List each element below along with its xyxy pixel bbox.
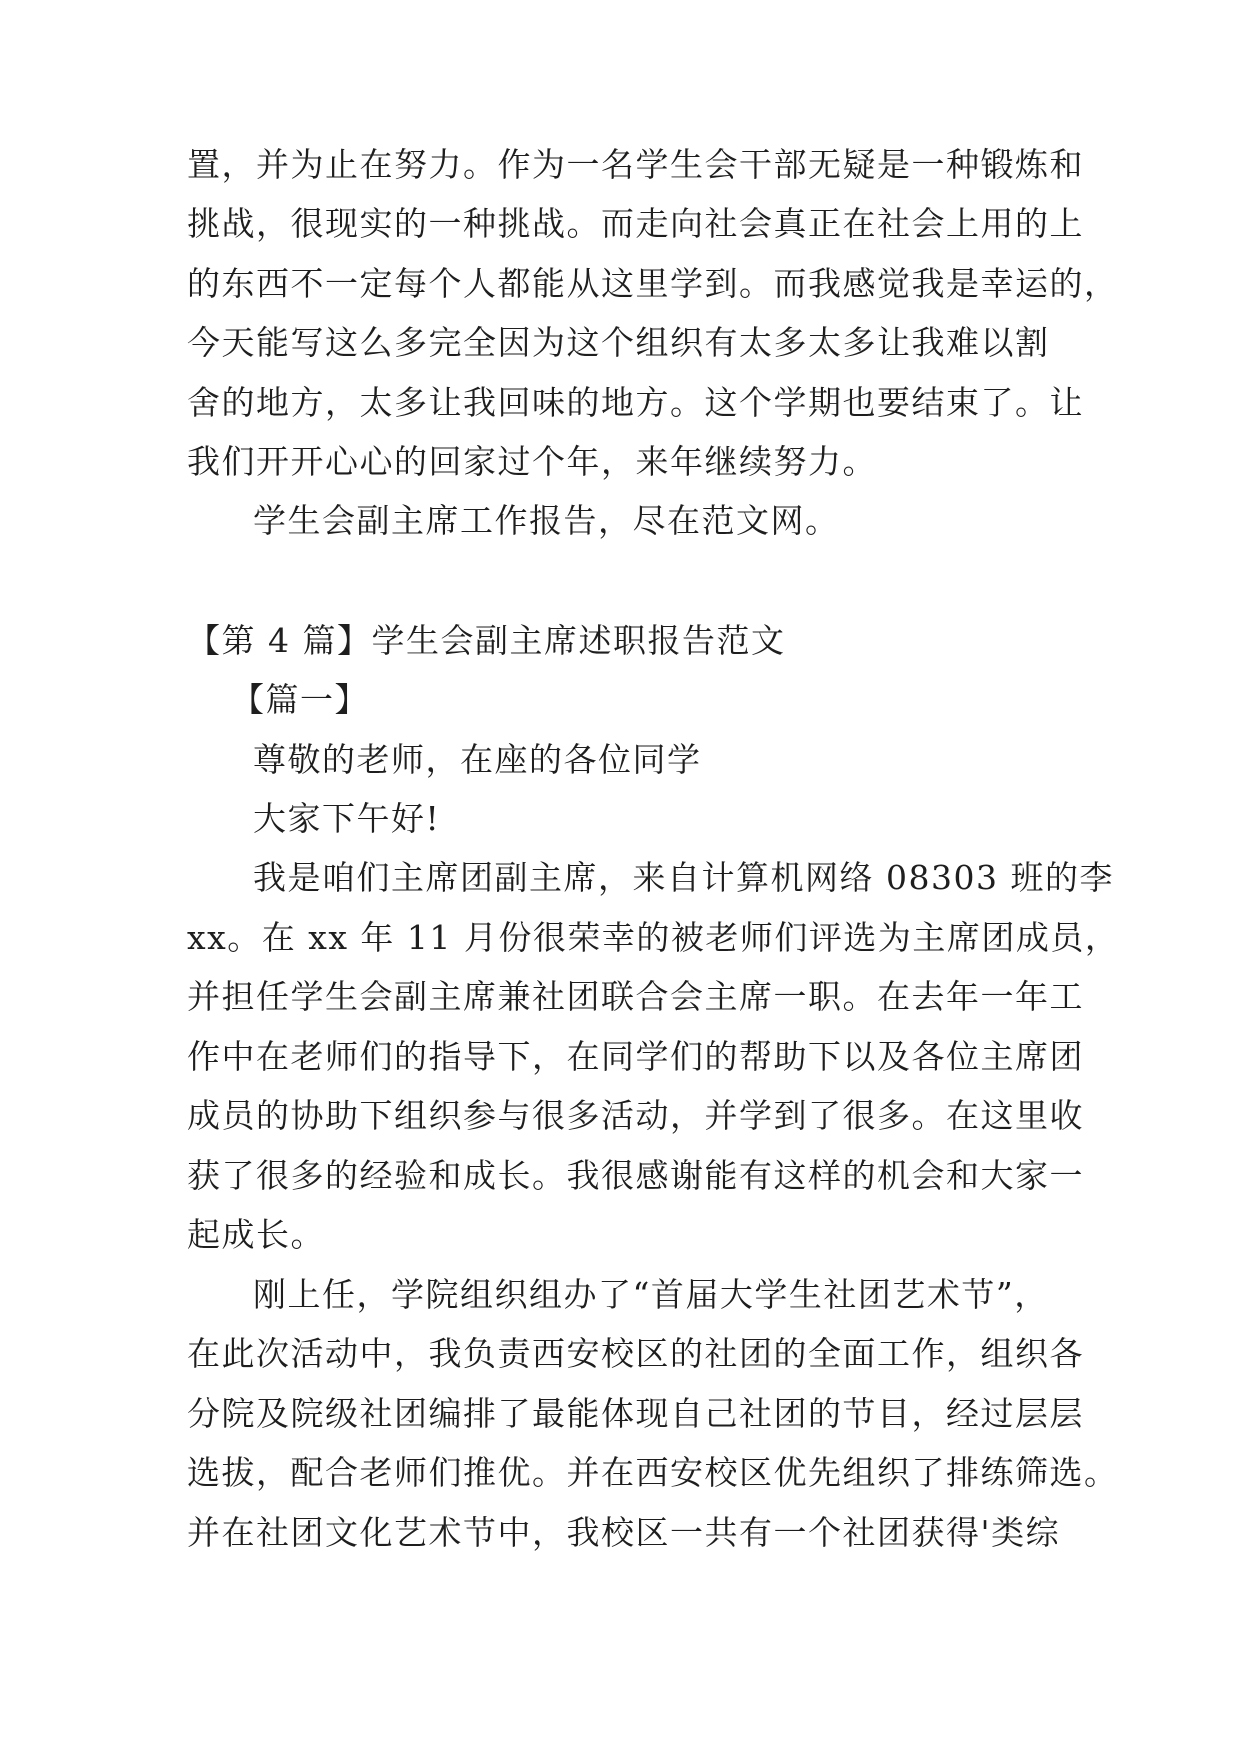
closing-line: 学生会副主席工作报告，尽在范文网。 [253, 501, 840, 540]
paragraph-line: 舍的地方，太多让我回味的地方。这个学期也要结束了。让 [187, 383, 1084, 422]
greeting-line: 大家下午好! [253, 799, 441, 838]
paragraph-line: 我们开开心心的回家过个年，来年继续努力。 [187, 442, 877, 481]
paragraph-line: 获了很多的经验和成长。我很感谢能有这样的机会和大家一 [187, 1156, 1084, 1195]
paragraph-line: 成员的协助下组织参与很多活动，并学到了很多。在这里收 [187, 1096, 1084, 1135]
paragraph-line: 起成长。 [187, 1215, 325, 1254]
paragraph-line: 今天能写这么多完全因为这个组织有太多太多让我难以割 [187, 323, 1050, 362]
paragraph-line: 我是咱们主席团副主席，来自计算机网络 08303 班的李 [253, 858, 1114, 897]
paragraph-line: 分院及院级社团编排了最能体现自己社团的节目，经过层层 [187, 1394, 1084, 1433]
paragraph-line: 挑战，很现实的一种挑战。而走向社会真正在社会上用的上 [187, 204, 1084, 243]
paragraph-line: 选拔，配合老师们推优。并在西安校区优先组织了排练筛选。 [187, 1453, 1119, 1492]
paragraph-line: 并担任学生会副主席兼社团联合会主席一职。在去年一年工 [187, 977, 1084, 1016]
section-heading: 【第 4 篇】学生会副主席述职报告范文 [187, 621, 786, 660]
paragraph-line: 置，并为止在努力。作为一名学生会干部无疑是一种锻炼和 [187, 145, 1084, 184]
paragraph-line: 并在社团文化艺术节中，我校区一共有一个社团获得'类综 [187, 1513, 1061, 1552]
paragraph-line: 作中在老师们的指导下，在同学们的帮助下以及各位主席团 [187, 1037, 1084, 1076]
greeting-line: 尊敬的老师，在座的各位同学 [253, 740, 702, 779]
paragraph-line: 的东西不一定每个人都能从这里学到。而我感觉我是幸运的， [187, 264, 1119, 303]
paragraph-line: 在此次活动中，我负责西安校区的社团的全面工作，组织各 [187, 1334, 1084, 1373]
section-subheading: 【篇一】 [231, 680, 369, 719]
paragraph-line: xx。在 xx 年 11 月份很荣幸的被老师们评选为主席团成员， [187, 918, 1120, 957]
paragraph-line: 刚上任，学院组织组办了“首届大学生社团艺术节”， [253, 1275, 1049, 1314]
